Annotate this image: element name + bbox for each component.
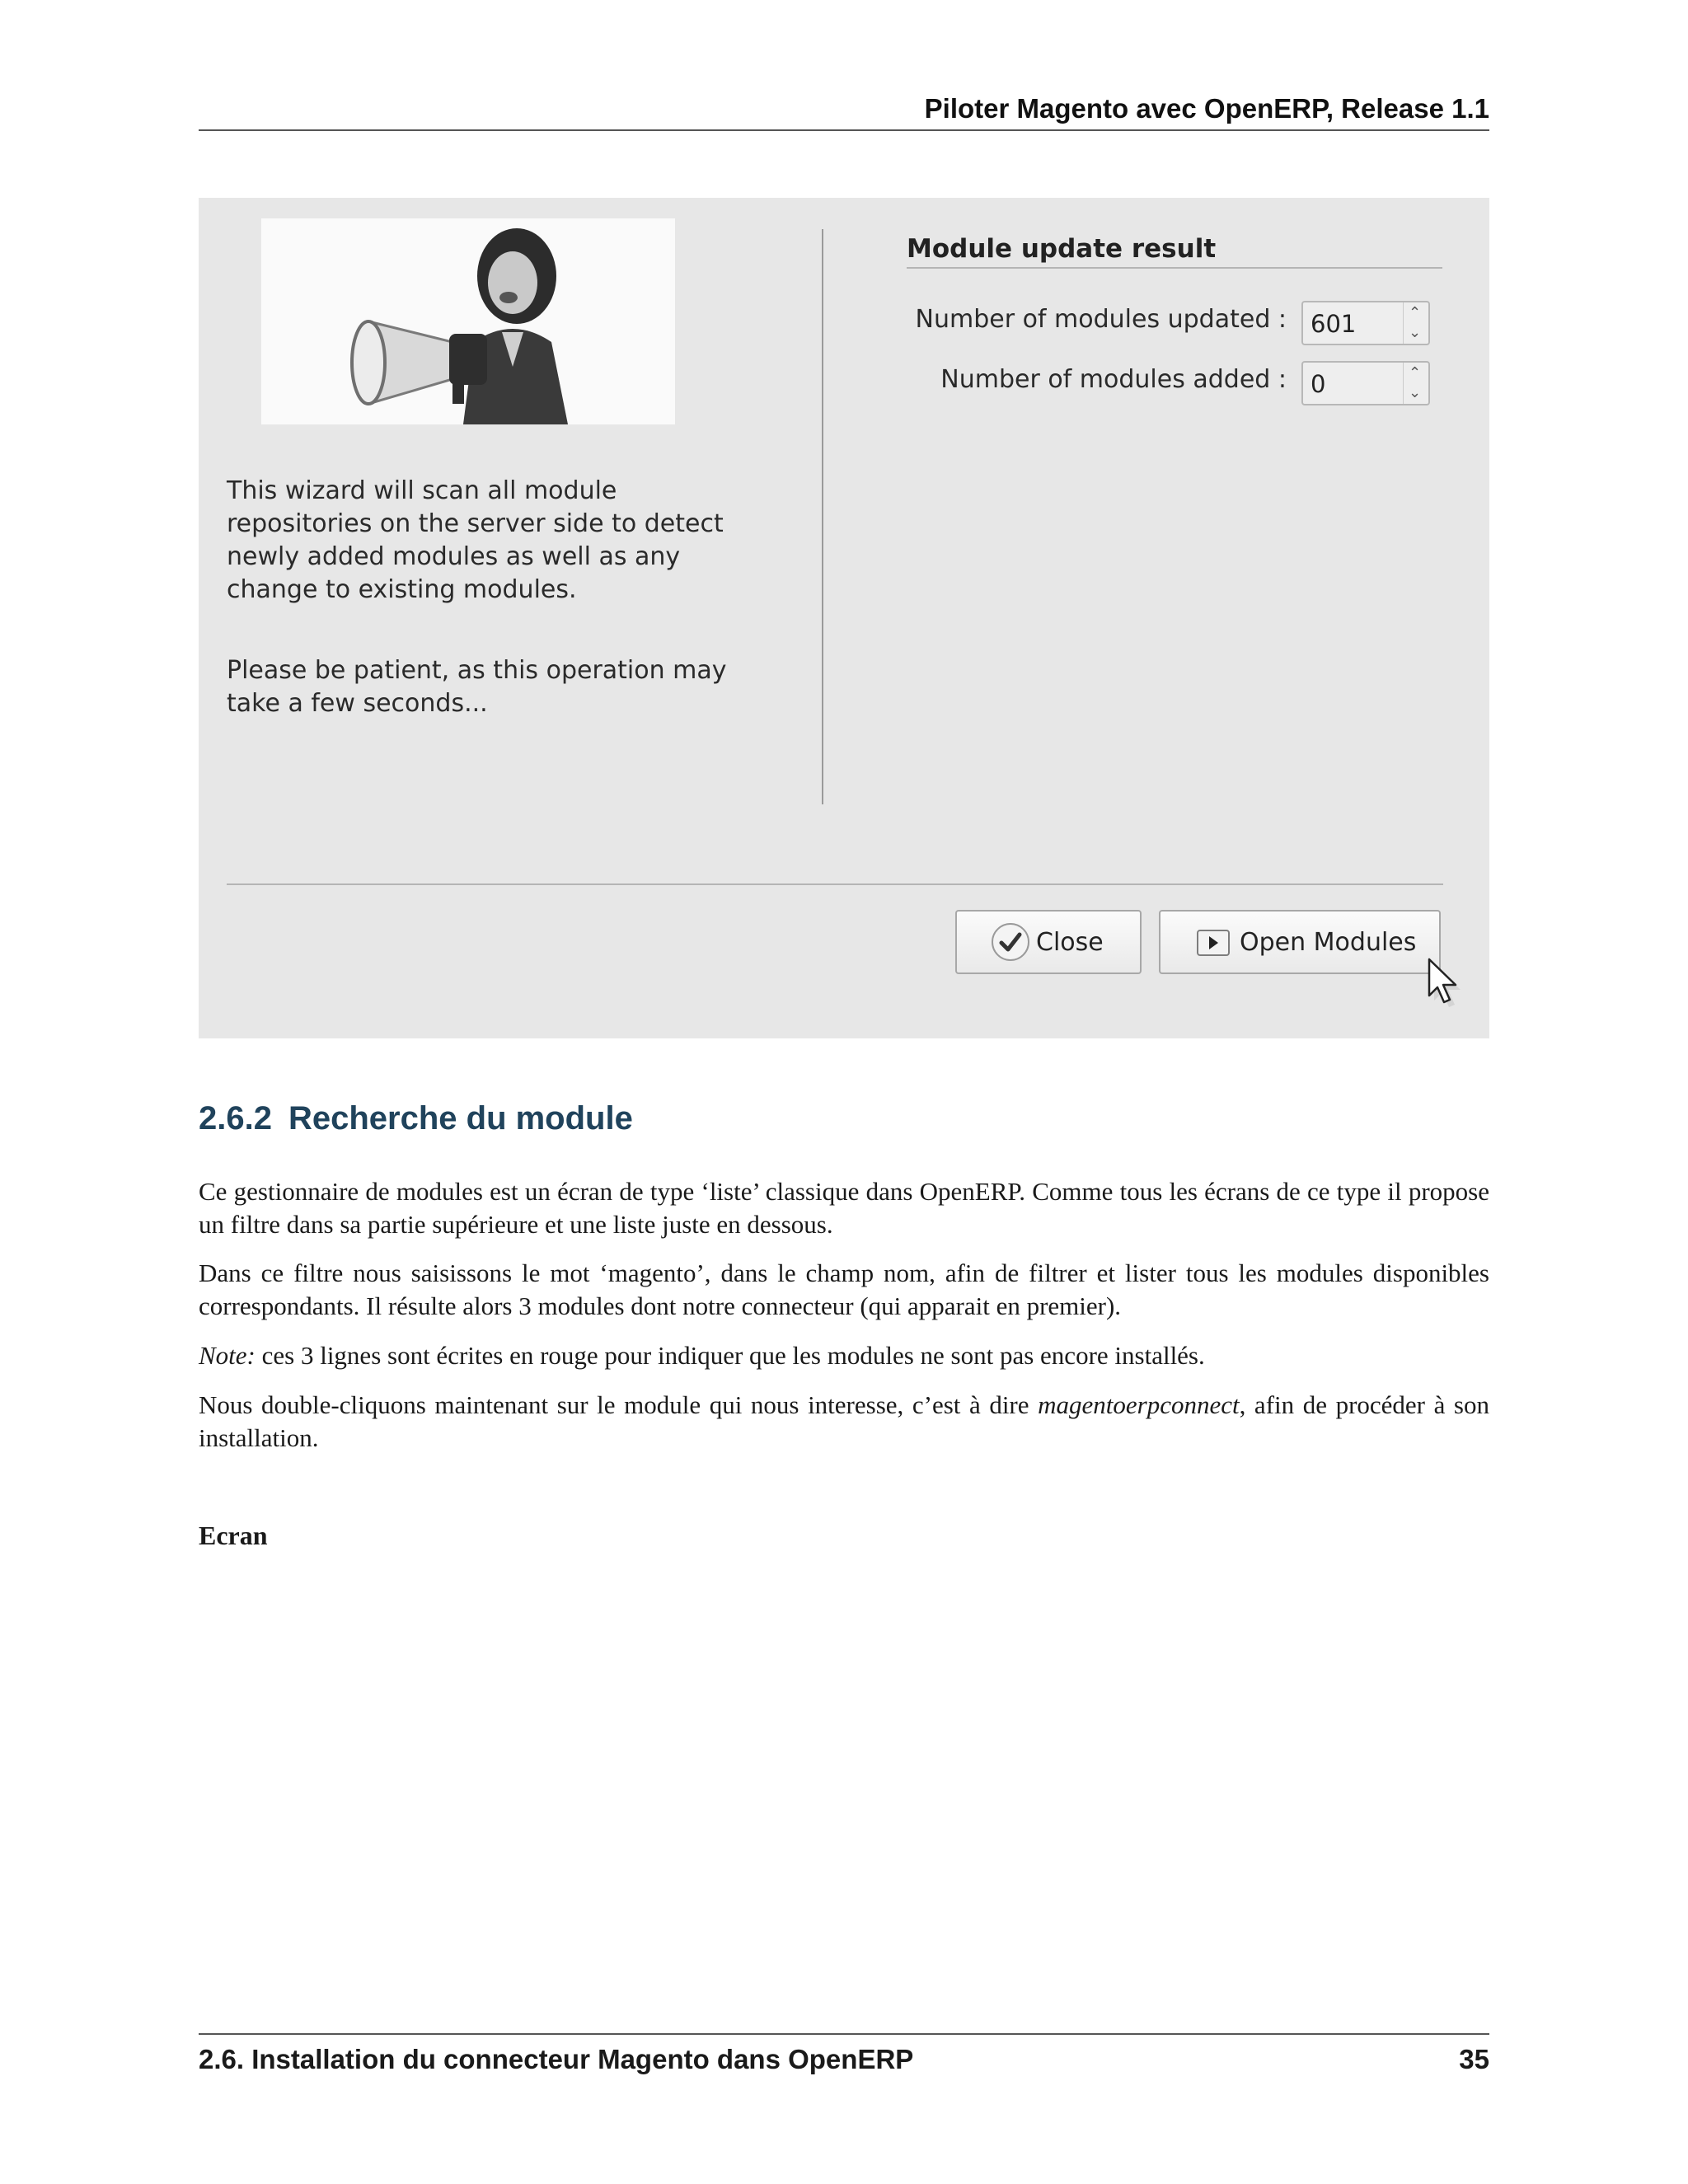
chevron-up-icon[interactable]: ⌃	[1409, 364, 1422, 382]
wizard-notice: Please be patient, as this operation may take a few seconds...	[227, 656, 727, 718]
chevron-up-icon[interactable]: ⌃	[1409, 304, 1422, 321]
footer-rule	[199, 2033, 1489, 2035]
running-header: Piloter Magento avec OpenERP, Release 1.1	[924, 93, 1489, 124]
modules-updated-spin-arrows[interactable]	[1403, 302, 1428, 344]
open-modules-button-label: Open Modules	[1240, 927, 1417, 957]
play-icon	[1193, 921, 1235, 963]
check-icon	[990, 921, 1031, 963]
close-button[interactable]	[955, 910, 1142, 974]
install-text-before: Nous double-cliquons maintenant sur le module qui nous interesse, c’est à dire	[199, 1390, 1029, 1419]
button-bar-separator	[227, 883, 1443, 885]
modules-updated-spinbox[interactable]	[1301, 301, 1430, 345]
paragraph-filter: Dans ce filtre nous saisissons le mot ‘magento’, dans le champ nom, afin de filtrer et lister tous les modules disponibles correspondants. Il résulte alors 3 modules dont notre connecteur (qui apparait en premier).	[199, 1258, 1489, 1320]
modules-updated-value: 601	[1311, 310, 1357, 338]
modules-added-spin-arrows[interactable]	[1403, 363, 1428, 404]
paragraph-install	[199, 1389, 1489, 1455]
header-rule	[199, 129, 1489, 131]
modules-added-value: 0	[1311, 370, 1326, 398]
module-update-result-title: Module update result	[907, 234, 1217, 264]
vertical-separator	[822, 229, 823, 804]
page-number: 35	[1459, 2044, 1489, 2074]
open-modules-button[interactable]	[1159, 910, 1441, 974]
note-label: Note:	[199, 1341, 256, 1370]
modules-added-spinbox[interactable]	[1301, 361, 1430, 405]
chevron-down-icon[interactable]: ⌄	[1409, 384, 1422, 401]
mouse-pointer-icon	[1424, 958, 1462, 1009]
note-text: ces 3 lignes sont écrites en rouge pour indiquer que les modules ne sont pas encore installés.	[261, 1341, 1205, 1370]
module-update-dialog	[199, 198, 1489, 1038]
modules-added-label: Number of modules added :	[940, 365, 1287, 394]
section-heading	[199, 1100, 633, 1137]
close-button-label: Close	[1036, 927, 1104, 957]
install-text-after: , afin de procéder à son installation.	[199, 1390, 1489, 1452]
paragraph-note	[199, 1339, 1489, 1372]
megaphone-woman-illustration	[261, 218, 675, 424]
section-number: 2.6.2	[199, 1100, 272, 1137]
wizard-description: This wizard will scan all module repositories on the server side to detect newly added modules as well as any change to existing modules.	[227, 476, 724, 604]
module-name: magentoerpconnect	[1038, 1390, 1240, 1419]
modules-updated-label: Number of modules updated :	[915, 305, 1287, 334]
section-title: Recherche du module	[288, 1100, 633, 1137]
group-separator	[907, 267, 1442, 269]
rubric-ecran: Ecran	[199, 1521, 268, 1550]
paragraph-list-screen: Ce gestionnaire de modules est un écran de type ‘liste’ classique dans OpenERP. Comme tous les écrans de ce type il propose un filtre dans sa partie supérieure et une liste juste en dessous.	[199, 1177, 1489, 1239]
chevron-down-icon[interactable]: ⌄	[1409, 324, 1422, 341]
footer-chapter: 2.6. Installation du connecteur Magento dans OpenERP	[199, 2044, 914, 2074]
